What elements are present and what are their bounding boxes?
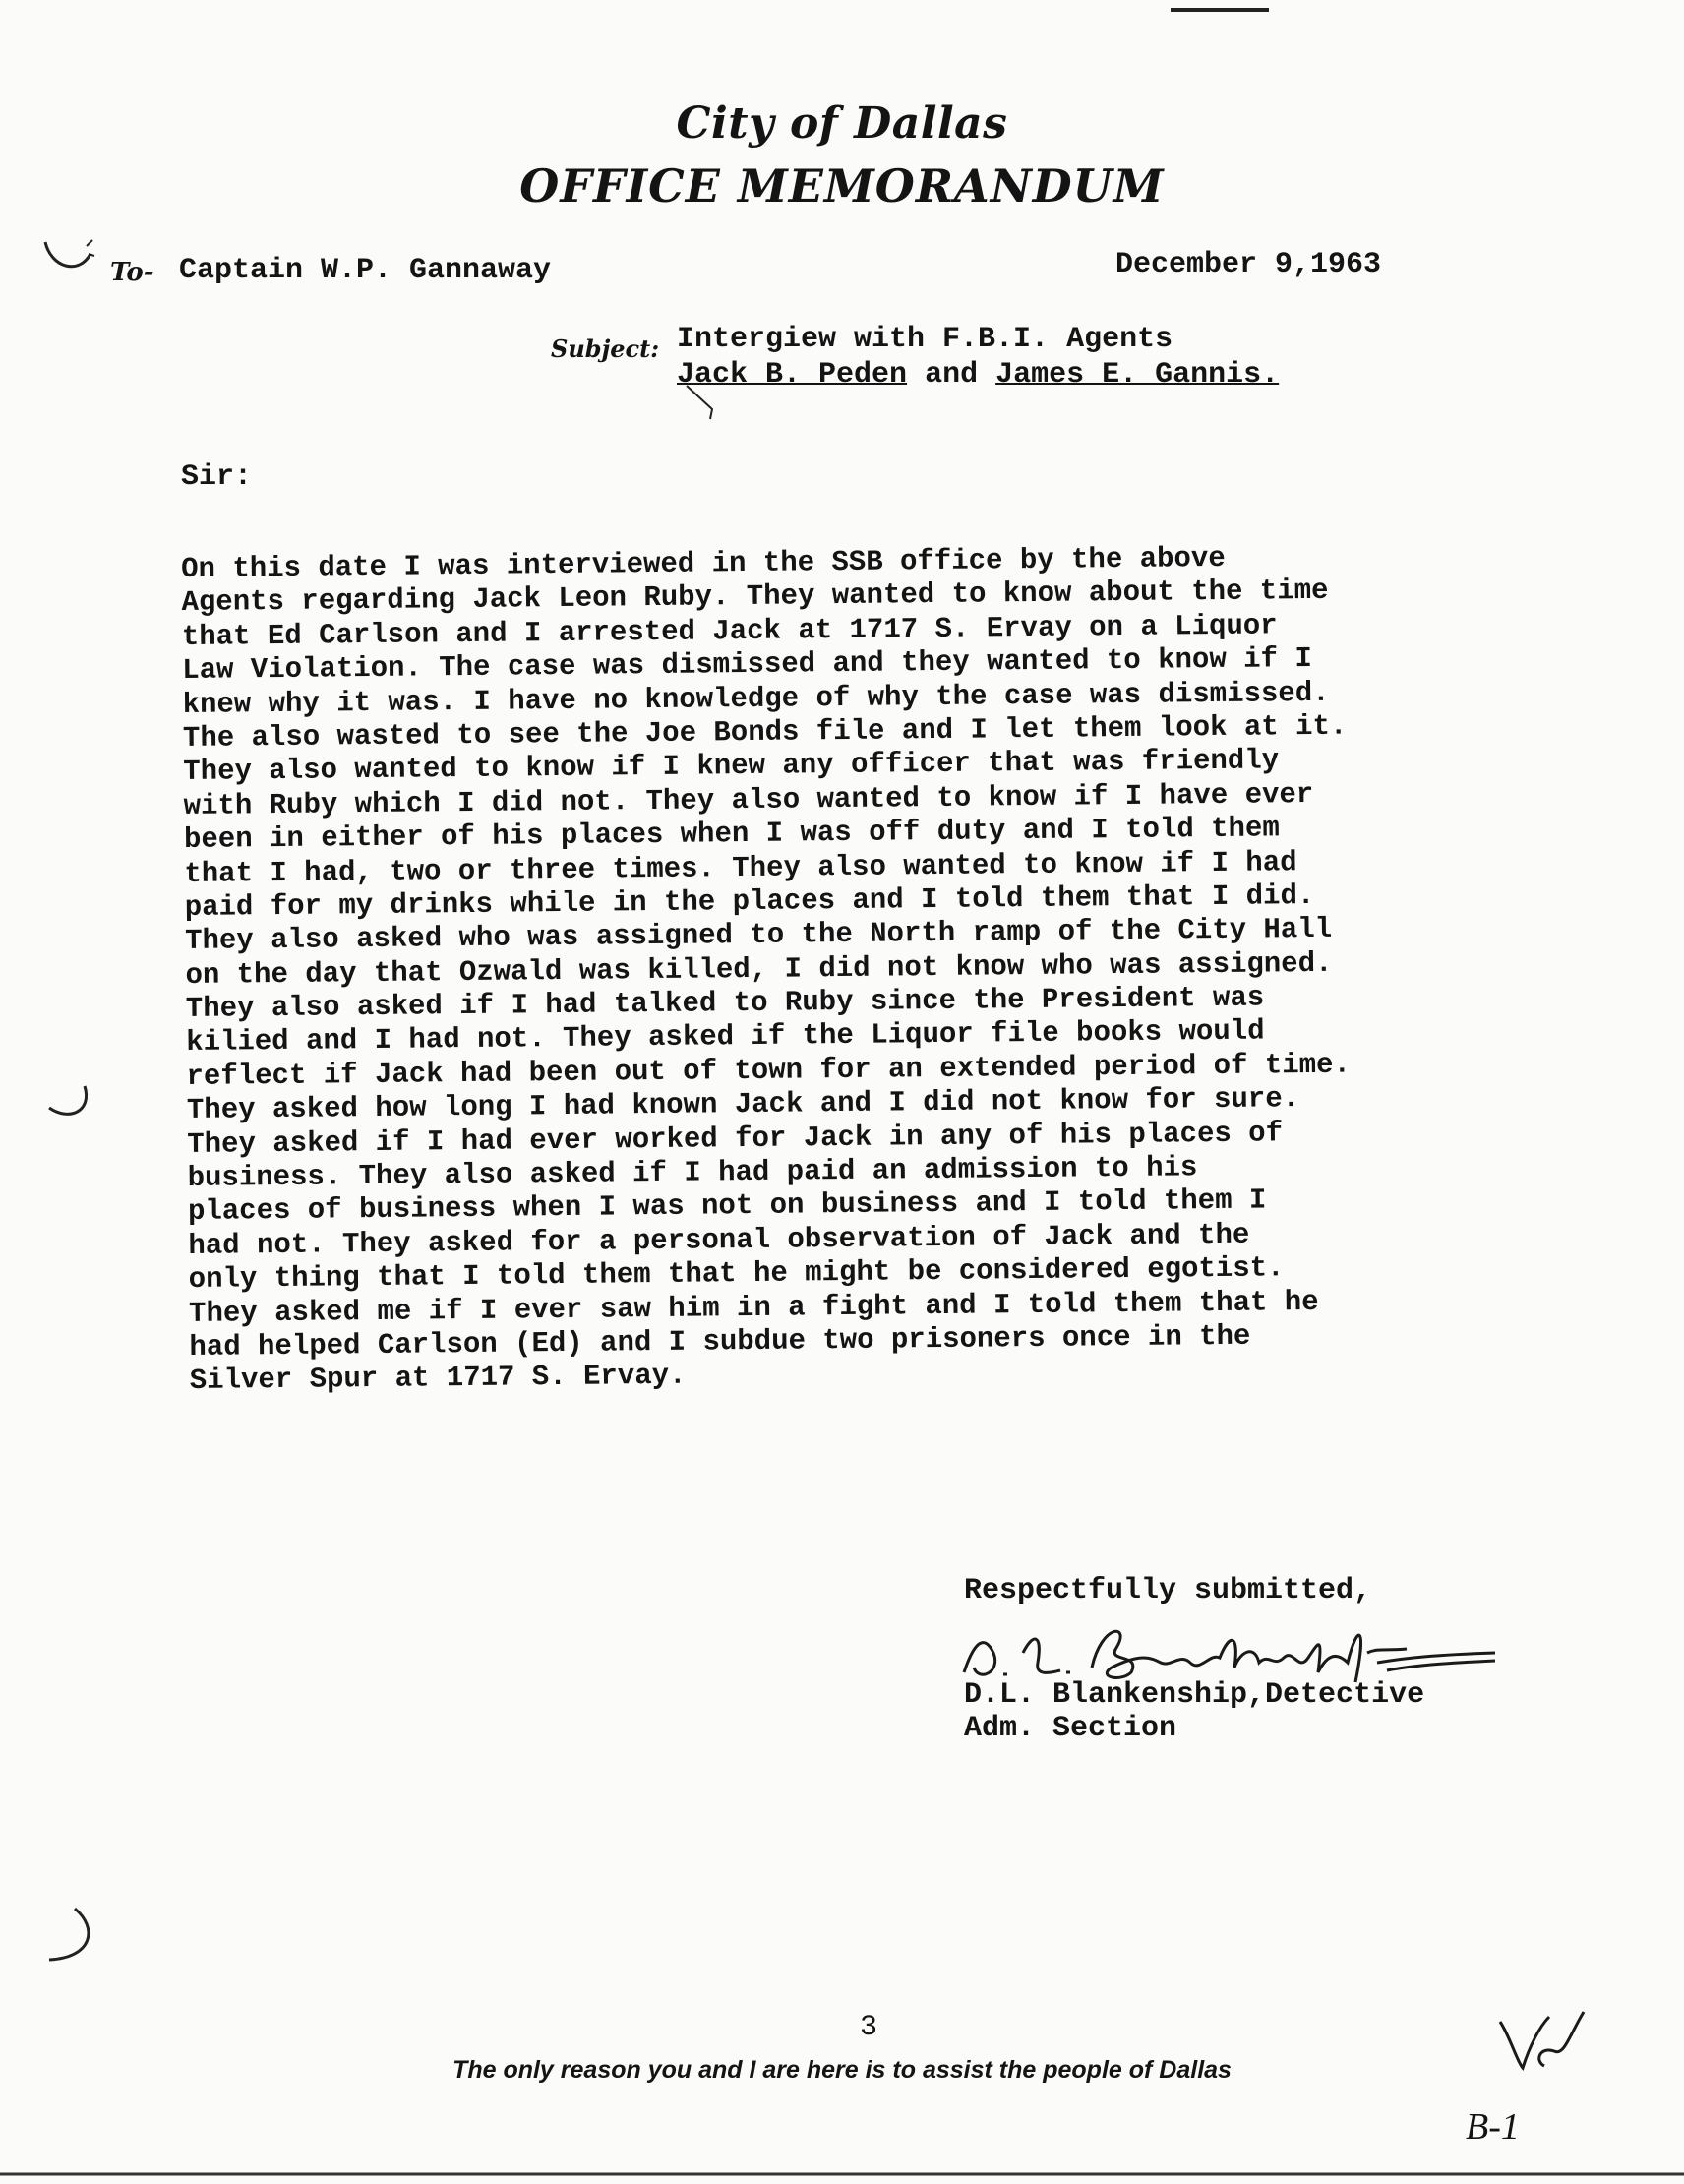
body-line: They also wanted to know if I knew any officer that was friendly: [183, 744, 1280, 789]
body-line: knew why it was. I have no knowledge of why the case was dismissed.: [182, 676, 1330, 721]
memo-body: [181, 539, 1547, 1399]
body-line: been in either of his places when I was off duty and I told them: [183, 812, 1280, 857]
body-line: had helped Carlson (Ed) and I subdue two prisoners once in the: [189, 1319, 1251, 1364]
body-line: On this date I was interviewed in the SSB office by the above: [181, 541, 1226, 585]
memo-date: December 9,1963: [1115, 248, 1382, 281]
header-city: City of Dallas: [676, 98, 1008, 149]
salutation: Sir:: [181, 460, 253, 494]
body-line: that Ed Carlson and I arrested Jack at 1717 S. Ervay on a Liquor: [181, 609, 1278, 653]
to-recipient: Captain W.P. Gannaway: [179, 254, 552, 287]
body-line: on the day that Ozwald was killed, I did not know who was assigned.: [185, 946, 1333, 992]
body-line: They also asked if I had talked to Ruby since the President was: [185, 981, 1265, 1026]
subject-and: and: [925, 358, 979, 392]
signer-name: D.L. Blankenship,Detective: [964, 1678, 1425, 1712]
closing-line: Respectfully submitted,: [964, 1574, 1372, 1608]
body-line: paid for my drinks while in the places and I told them that I did.: [184, 879, 1315, 924]
body-line: with Ruby which I did not. They also wanted to know if I have ever: [183, 777, 1314, 822]
body-line: only thing that I told them that he might be considered egotist.: [188, 1251, 1285, 1297]
body-line: places of business when I was not on business and I told them I: [187, 1183, 1267, 1229]
subject-line-1: Intergiew with F.B.I. Agents: [677, 323, 1173, 356]
header-title: OFFICE MEMORANDUM: [519, 159, 1165, 212]
signer-section: Adm. Section: [964, 1712, 1177, 1745]
body-line: that I had, two or three times. They also wanted to know if I had: [184, 845, 1297, 890]
body-line: business. They also asked if I had paid an admission to his: [187, 1151, 1198, 1194]
subject-agent-1: Jack B. Peden: [677, 358, 908, 392]
handwritten-initials: [1495, 2007, 1594, 2076]
footer-motto: The only reason you and I are here is to assist the people of Dallas: [452, 2056, 1232, 2084]
body-line: kilied and I had not. They asked if the Liquor file books would: [186, 1014, 1265, 1060]
subject-line-2: [677, 358, 1279, 392]
body-line: reflect if Jack had been out of town for an extended period of time.: [186, 1048, 1352, 1093]
body-line: They asked me if I ever saw him in a fight and I told them that he: [188, 1285, 1319, 1330]
body-line: They asked how long I had known Jack and I did not know for sure.: [186, 1082, 1300, 1127]
page-number: 3: [860, 2011, 878, 2044]
body-line: Law Violation. The case was dismissed and they wanted to know if I: [182, 642, 1312, 688]
body-line: Silver Spur at 1717 S. Ervay.: [189, 1360, 687, 1398]
subject-agent-2: James E. Gannis.: [995, 358, 1280, 392]
body-line: had not. They asked for a personal observation of Jack and the: [188, 1218, 1250, 1262]
body-line: Agents regarding Jack Leon Ruby. They wanted to know about the time: [181, 575, 1329, 620]
body-line: They asked if I had ever worked for Jack in any of his places of: [187, 1116, 1284, 1161]
subject-label: Subject:: [551, 334, 660, 363]
body-line: They also asked who was assigned to the North ramp of the City Hall: [184, 913, 1333, 958]
handwritten-page-mark: B-1: [1466, 2106, 1520, 2148]
to-label: To-: [110, 258, 154, 287]
body-line: The also wasted to see the Joe Bonds file and I let them look at it.: [182, 709, 1348, 755]
